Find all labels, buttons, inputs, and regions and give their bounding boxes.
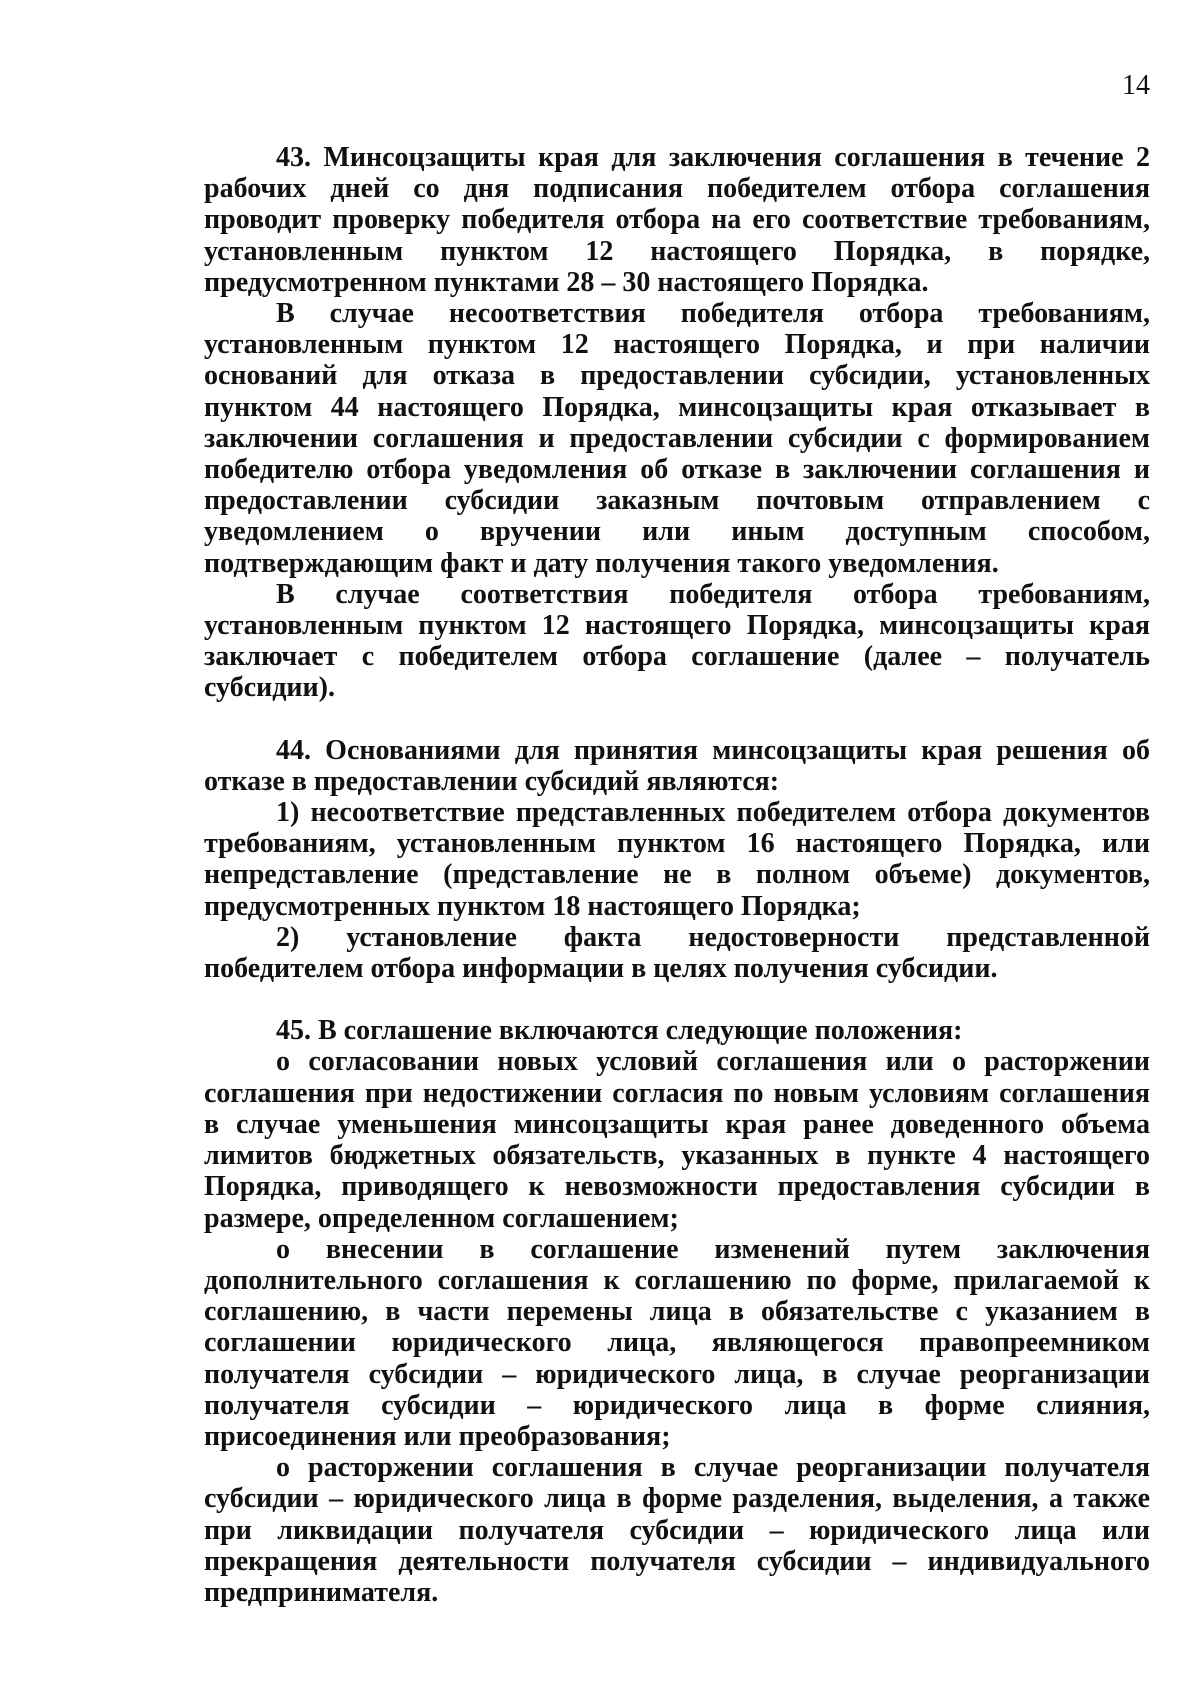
paragraph-43-1: 43. Минсоцзащиты края для заключения соглашения в течение 2 рабочих дней со дня подписания победителем отбора соглашения проводит проверку победителя отбора на его соответствие требованиям, установленным пунктом 12 настоящего Порядка, в порядке, предусмотренном пунктами 28 – 30 настоящего Порядка.: [204, 142, 1150, 298]
paragraph-44-1: 44. Основаниями для принятия минсоцзащиты края решения об отказе в предоставлении субсидий являются:: [204, 734, 1150, 797]
section-44: [204, 735, 1150, 985]
section-43: [204, 142, 1150, 704]
paragraph-43-2: В случае несоответствия победителя отбора требованиям, установленным пунктом 12 настоящего Порядка, и при наличии оснований для отказа в предоставлении субсидии, установленных пунктом 44 настоящего Порядка, минсоцзащиты края отказывает в заключении соглашения и предоставлении субсидии с формированием победителю отбора уведомления об отказе в заключении соглашения и предоставлении субсидии заказным почтовым отправлением с уведомлением о вручении или иным доступным способом, подтверждающим факт и дату получения такого уведомления.: [204, 298, 1150, 579]
page-number: 14: [1122, 70, 1150, 101]
document-body: [204, 142, 1150, 1608]
paragraph-45-4: о расторжении соглашения в случае реорганизации получателя субсидии – юридического лица в форме разделения, выделения, а также при ликвидации получателя субсидии – юридического лица или прекращения деятельности получателя субсидии – индивидуального предпринимателя.: [204, 1452, 1150, 1608]
paragraph-45-1: 45. В соглашение включаются следующие положения:: [276, 1015, 963, 1047]
paragraph-44-2: 1) несоответствие представленных победителем отбора документов требованиям, установленным пунктом 16 настоящего Порядка, или непредставление (представление не в полном объеме) документов, предусмотренных пунктом 18 настоящего Порядка;: [204, 797, 1150, 922]
paragraph-44-3: 2) установление факта недостоверности представленной победителем отбора информации в целях получения субсидии.: [204, 921, 1150, 985]
paragraph-45-2: о согласовании новых условий соглашения или о расторжении соглашения при недостижении согласия по новым условиям соглашения в случае уменьшения минсоцзащиты края ранее доведенного объема лимитов бюджетных обязательств, указанных в пункте 4 настоящего Порядка, приводящего к невозможности предоставления субсидии в размере, определенном соглашением;: [204, 1046, 1150, 1234]
section-45: [204, 1015, 1150, 1608]
paragraph-45-3: о внесении в соглашение изменений путем заключения дополнительного соглашения к соглашению по форме, прилагаемой к соглашению, в части перемены лица в обязательстве с указанием в соглашении юридического лица, являющегося правопреемником получателя субсидии – юридического лица, в случае реорганизации получателя субсидии – юридического лица в форме слияния, присоединения или преобразования;: [204, 1233, 1150, 1452]
paragraph-43-3: В случае соответствия победителя отбора требованиям, установленным пунктом 12 настоящего Порядка, минсоцзащиты края заключает с победителем отбора соглашение (далее – получатель субсидии).: [204, 578, 1150, 704]
